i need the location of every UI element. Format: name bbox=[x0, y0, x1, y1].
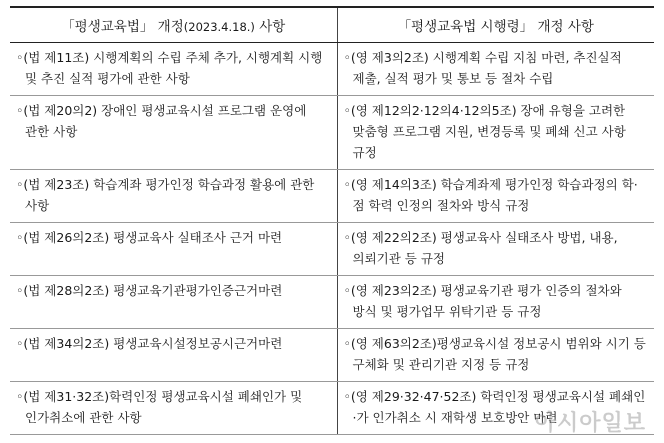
decree-cell: ◦(영 제22의2조) 평생교육사 실태조사 방법, 내용, 의뢰기관 등 규정 bbox=[337, 223, 654, 276]
decree-cell: ◦(영 제3의2조) 시행계획 수립 지침 마련, 추진실적 제출, 실적 평가 및 통보 등 절차 수립 bbox=[337, 43, 654, 96]
amendment-comparison-table bbox=[10, 6, 654, 435]
table-row bbox=[10, 170, 654, 223]
law-cell: ◦(법 제23조) 학습계좌 평가인정 학습과정 활용에 관한 사항 bbox=[10, 170, 337, 223]
header-law-amendment bbox=[10, 7, 337, 43]
header-law-date: (2023.4.18.) bbox=[183, 20, 255, 34]
law-cell: ◦(법 제34의2조) 평생교육시설정보공시근거마련 bbox=[10, 329, 337, 382]
decree-cell: ◦(영 제29·32·47·52조) 학력인정 평생교육시설 폐쇄인·가 인가취소 시 재학생 보호방안 마련 bbox=[337, 382, 654, 435]
decree-cell: ◦(영 제23의2조) 평생교육기관 평가 인증의 절차와 방식 및 평가업무 위탁기관 등 규정 bbox=[337, 276, 654, 329]
law-cell: ◦(법 제20의2) 장애인 평생교육시설 프로그램 운영에 관한 사항 bbox=[10, 96, 337, 170]
table-row bbox=[10, 276, 654, 329]
decree-cell: ◦(영 제63의2조)평생교육시설 정보공시 범위와 시기 등 구체화 및 관리기관 지정 등 규정 bbox=[337, 329, 654, 382]
decree-cell: ◦(영 제14의3조) 학습계좌제 평가인정 학습과정의 학·점 학력 인정의 절차와 방식 규정 bbox=[337, 170, 654, 223]
table-row bbox=[10, 43, 654, 96]
table-row bbox=[10, 223, 654, 276]
decree-cell: ◦(영 제12의2·12의4·12의5조) 장애 유형을 고려한 맞춤형 프로그램 지원, 변경등록 및 폐쇄 신고 사항 규정 bbox=[337, 96, 654, 170]
table-row bbox=[10, 329, 654, 382]
table-header-row bbox=[10, 7, 654, 43]
header-decree-amendment: 「평생교육법 시행령」 개정 사항 bbox=[337, 7, 654, 43]
law-cell: ◦(법 제11조) 시행계획의 수립 주체 추가, 시행계획 시행 및 추진 실적 평가에 관한 사항 bbox=[10, 43, 337, 96]
header-law-suffix: 사항 bbox=[254, 19, 286, 35]
table-row bbox=[10, 96, 654, 170]
publisher-watermark: 아시아일보 bbox=[534, 411, 646, 436]
law-cell: ◦(법 제28의2조) 평생교육기관평가인증근거마련 bbox=[10, 276, 337, 329]
header-law-title: 「평생교육법」 개정 bbox=[61, 19, 184, 35]
law-cell: ◦(법 제26의2조) 평생교육사 실태조사 근거 마련 bbox=[10, 223, 337, 276]
law-cell: ◦(법 제31·32조)학력인정 평생교육시설 폐쇄인가 및 인가취소에 관한 사항 bbox=[10, 382, 337, 435]
